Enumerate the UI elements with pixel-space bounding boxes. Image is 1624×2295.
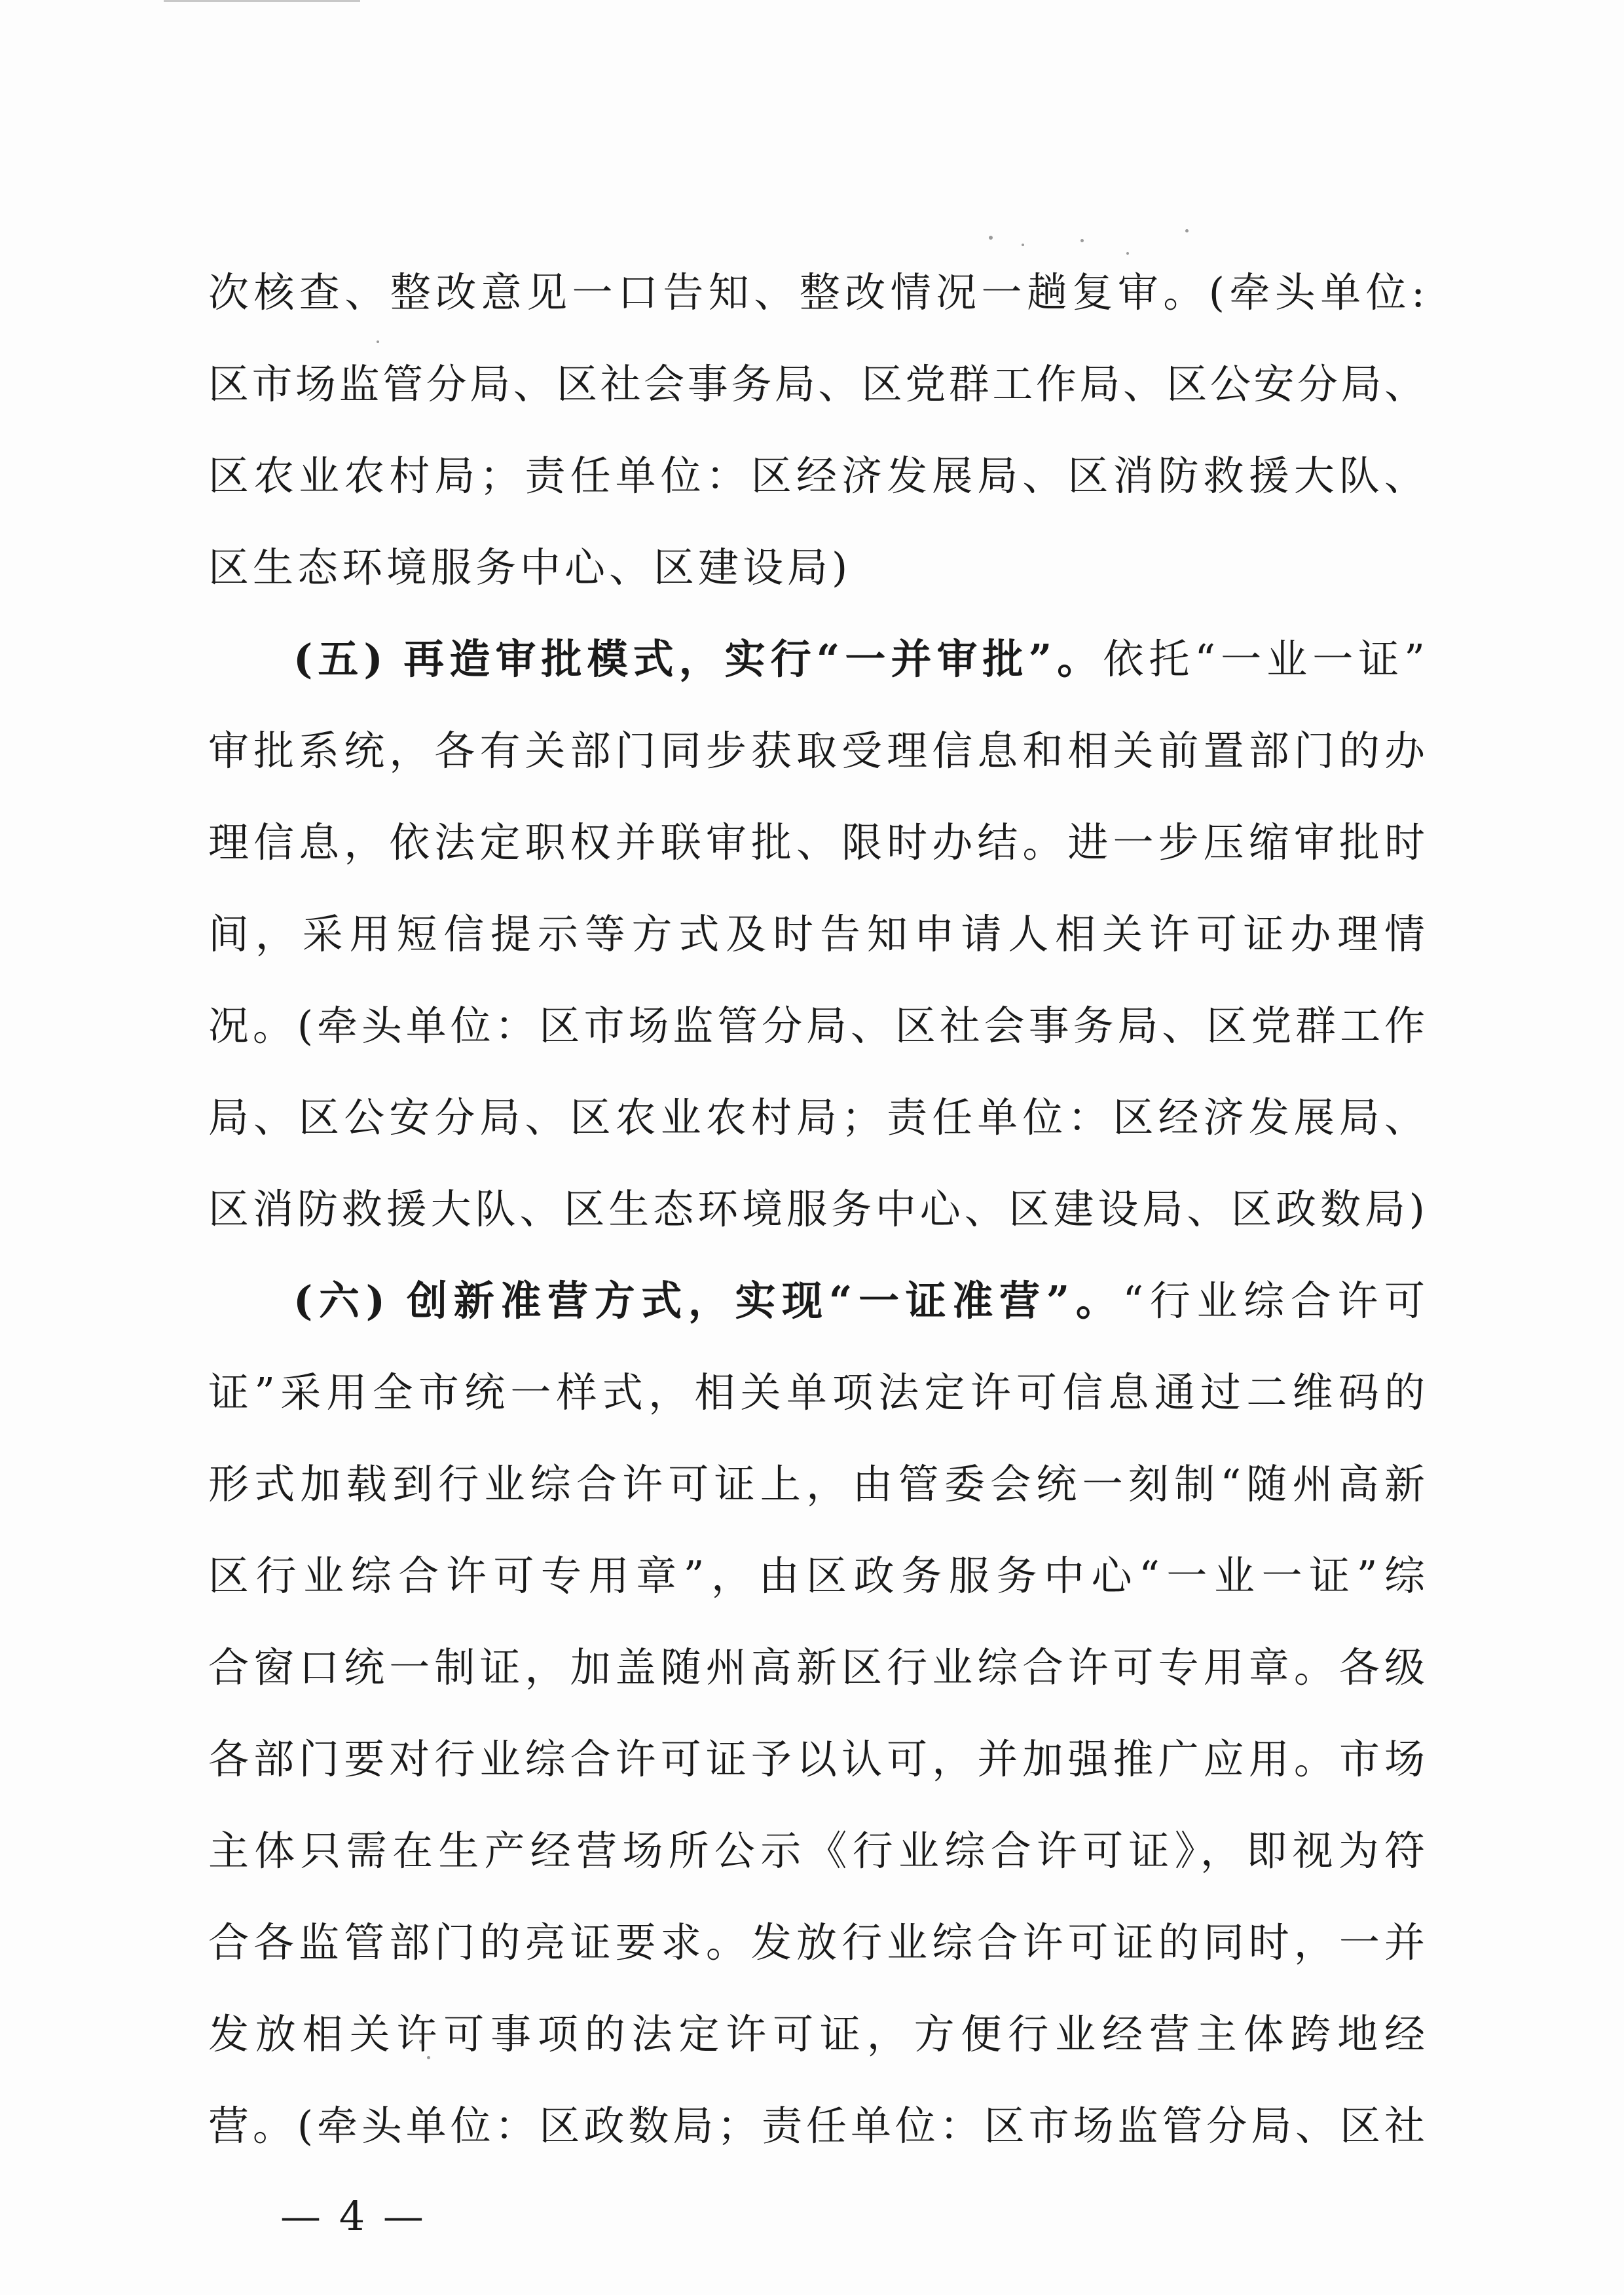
- body-text-line: 合各监管部门的亮证要求。发放行业综合许可证的同时，一并: [208, 1919, 1426, 1966]
- body-text-line: 理信息，依法定职权并联审批、限时办结。进一步压缩审批时: [208, 818, 1426, 866]
- body-text-line: 区生态环境服务中心、区建设局): [208, 543, 852, 591]
- section-6-text: “行业综合许可: [1122, 1277, 1426, 1325]
- body-text-line: 局、区公安分局、区农业农村局；责任单位：区经济发展局、: [208, 1093, 1426, 1141]
- scan-speck: [377, 340, 379, 343]
- body-text-line: 区市场监管分局、区社会事务局、区党群工作局、区公安分局、: [208, 360, 1426, 408]
- body-text-line: 间，采用短信提示等方式及时告知申请人相关许可证办理情: [208, 910, 1426, 958]
- body-text-line: 次核查、整改意见一口告知、整改情况一趟复审。(牵头单位:: [208, 268, 1426, 316]
- body-text-line: 审批系统，各有关部门同步获取受理信息和相关前置部门的办: [208, 727, 1426, 775]
- scan-edge-rule: [164, 0, 360, 2]
- body-text-line: 区行业综合许可专用章”，由区政务服务中心“一业一证”综: [208, 1552, 1426, 1600]
- body-text-line: 况。(牵头单位：区市场监管分局、区社会事务局、区党群工作: [208, 1002, 1426, 1050]
- section-5-text: 依托“一业一证”: [1103, 635, 1426, 683]
- scan-speck: [989, 236, 993, 240]
- body-text-line: 区消防救援大队、区生态环境服务中心、区建设局、区政数局): [208, 1185, 1426, 1233]
- section-6-heading: (六) 创新准营方式，实现“一证准营”。: [293, 1277, 1123, 1325]
- section-6-first-line: [293, 1265, 1426, 1337]
- body-text-line: 区农业农村局；责任单位：区经济发展局、区消防救援大队、: [208, 452, 1426, 500]
- section-5-first-line: [293, 623, 1426, 695]
- body-text-line: 各部门要对行业综合许可证予以认可，并加强推广应用。市场: [208, 1735, 1426, 1783]
- body-text-line: 形式加载到行业综合许可证上，由管委会统一刻制“随州高新: [208, 1460, 1426, 1508]
- body-text-line: 主体只需在生产经营场所公示《行业综合许可证》，即视为符: [208, 1827, 1426, 1875]
- page-number: — 4 —: [280, 2192, 426, 2240]
- section-5-heading: (五) 再造审批模式，实行“一并审批”。: [293, 635, 1103, 683]
- body-text-line: 营。(牵头单位：区政数局；责任单位：区市场监管分局、区社: [208, 2102, 1426, 2150]
- body-text-line: 证”采用全市统一样式，相关单项法定许可信息通过二维码的: [208, 1368, 1426, 1416]
- body-text-line: 发放相关许可事项的法定许可证，方便行业经营主体跨地经: [208, 2010, 1426, 2058]
- scan-speck: [1080, 239, 1084, 242]
- scan-speck: [1185, 229, 1189, 232]
- body-text-line: 合窗口统一制证，加盖随州高新区行业综合许可专用章。各级: [208, 1643, 1426, 1691]
- scan-speck: [1126, 252, 1129, 255]
- scan-speck: [1022, 244, 1024, 246]
